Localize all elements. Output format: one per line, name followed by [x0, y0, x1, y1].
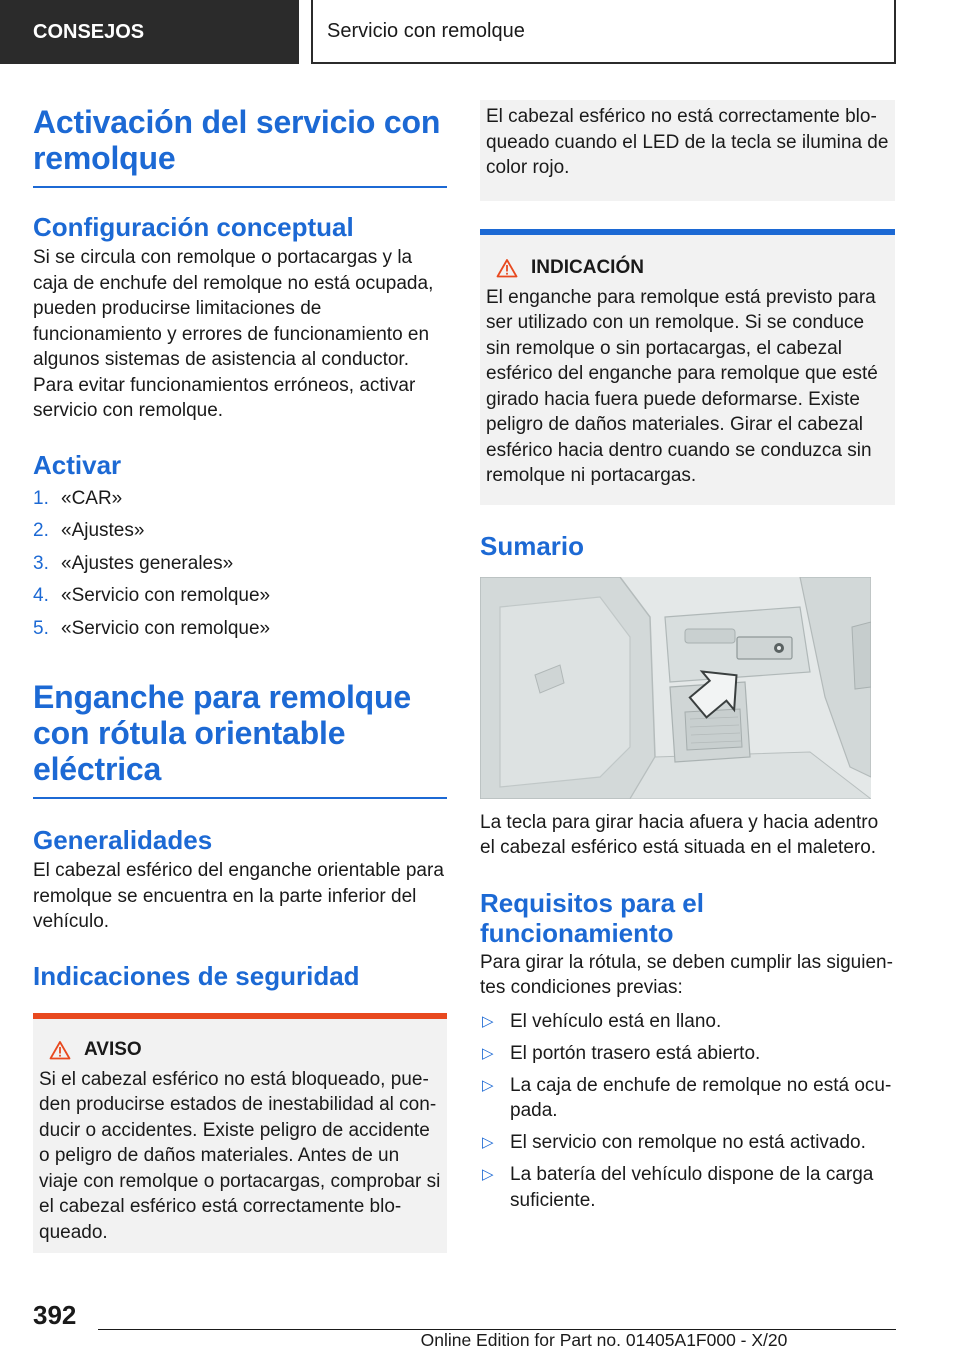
list-item: ▷ La caja de enchufe de remolque no está ocupada.	[480, 1073, 895, 1124]
chapter-label: Servicio con remolque	[327, 19, 525, 42]
requirements-list	[480, 1009, 895, 1214]
warning-title: AVISO	[84, 1038, 142, 1060]
list-item: ▷ El vehículo está en llano.	[480, 1009, 895, 1035]
warning-box	[33, 1013, 447, 1254]
requirements-heading: Requisitos para el funcionamiento	[480, 887, 704, 948]
notice-text: El enganche para remolque está previsto para ser utilizado con un remolque. Si se conduce sin remolque o sin portacargas, el cabezal esférico del enganche para remolque que esté girado hacia fuera puede deformarse. Existe peligro de daños materiales. Girar el cabezal esférico hacia dentro cuando se conduzca sin remolque ni portacargas.	[486, 286, 878, 486]
warning-tail-text: El cabezal esférico no está correctamente bloqueado cuando el LED de la tecla se ilumina de color rojo.	[486, 106, 889, 178]
footer-edition: Online Edition for Part no. 01405A1F000 - X/20	[420, 1330, 788, 1350]
chapter-header	[311, 0, 896, 64]
activation-title: Activación del servicio con remolque	[33, 104, 441, 176]
notice-title: INDICACIÓN	[531, 256, 644, 278]
warning-box-continued	[480, 100, 895, 201]
page-number: 392	[33, 1300, 77, 1330]
right-column	[480, 100, 895, 1220]
bullet-icon: ▷	[482, 1044, 494, 1062]
list-item: 4. «Servicio con remolque»	[33, 585, 271, 606]
concept-heading: Configuración conceptual	[33, 212, 354, 242]
bullet-icon: ▷	[482, 1076, 494, 1094]
general-text: El cabezal esférico del enganche orientable para remolque se encuentra en la parte inferior del vehículo.	[33, 860, 444, 932]
hitch-rule	[33, 797, 447, 799]
list-item: 5. «Servicio con remolque»	[33, 617, 271, 639]
list-item: ▷ El servicio con remolque no está activado.	[480, 1130, 895, 1156]
activate-heading: Activar	[33, 449, 122, 480]
general-heading: Generalidades	[33, 825, 213, 855]
requirements-intro: Para girar la rótula, se deben cumplir las siguientes condiciones previas:	[480, 951, 893, 998]
list-item: 3. «Ajustes generales»	[33, 552, 234, 574]
list-item: ▷ La batería del vehículo dispone de la carga suficiente.	[480, 1162, 895, 1213]
concept-text: Si se circula con remolque o portacargas y la caja de enchufe del remolque no está ocupada, pueden producirse limitaciones de funcionamiento y errores de funcionamiento en algunos sistemas de asistencia al conductor. Para evitar funcionamientos erróneos, activar servicio con remolque.	[33, 247, 434, 421]
notice-title-row	[486, 257, 889, 279]
left-column	[33, 100, 447, 1253]
section-tab	[0, 0, 299, 64]
warning-text: Si el cabezal esférico no está bloqueado, pueden producirse estados de inestabilidad al conducir o accidentes. Existe peligro de accidente o peligro de daños materiales. Antes de un viaje con remolque o portacargas, comprobar si el cabezal esférico está correctamente bloqueado.	[39, 1068, 441, 1243]
list-item: ▷ El portón trasero está abierto.	[480, 1041, 895, 1067]
warning-triangle-icon	[49, 1040, 71, 1060]
hitch-title: Enganche para remolque con rótula orientable eléctrica	[33, 679, 411, 787]
trunk-button-illustration	[480, 577, 871, 799]
bullet-icon: ▷	[482, 1166, 494, 1183]
summary-text: La tecla para girar hacia afuera y hacia adentro el cabezal esférico está situada en el maletero.	[480, 811, 879, 858]
summary-heading: Sumario	[480, 530, 585, 561]
activate-steps	[33, 483, 447, 646]
title-rule	[33, 186, 447, 188]
safety-heading: Indicaciones de seguridad	[33, 960, 360, 991]
bullet-icon: ▷	[482, 1012, 494, 1030]
notice-box	[480, 229, 895, 505]
bullet-icon: ▷	[482, 1134, 494, 1151]
list-item: 2. «Ajustes»	[33, 520, 145, 541]
section-label: CONSEJOS	[33, 20, 145, 43]
trunk-illustration-svg	[480, 577, 871, 799]
warning-triangle-icon	[496, 258, 518, 278]
list-item: 1. «CAR»	[33, 487, 123, 509]
warning-title-row	[39, 1039, 441, 1061]
